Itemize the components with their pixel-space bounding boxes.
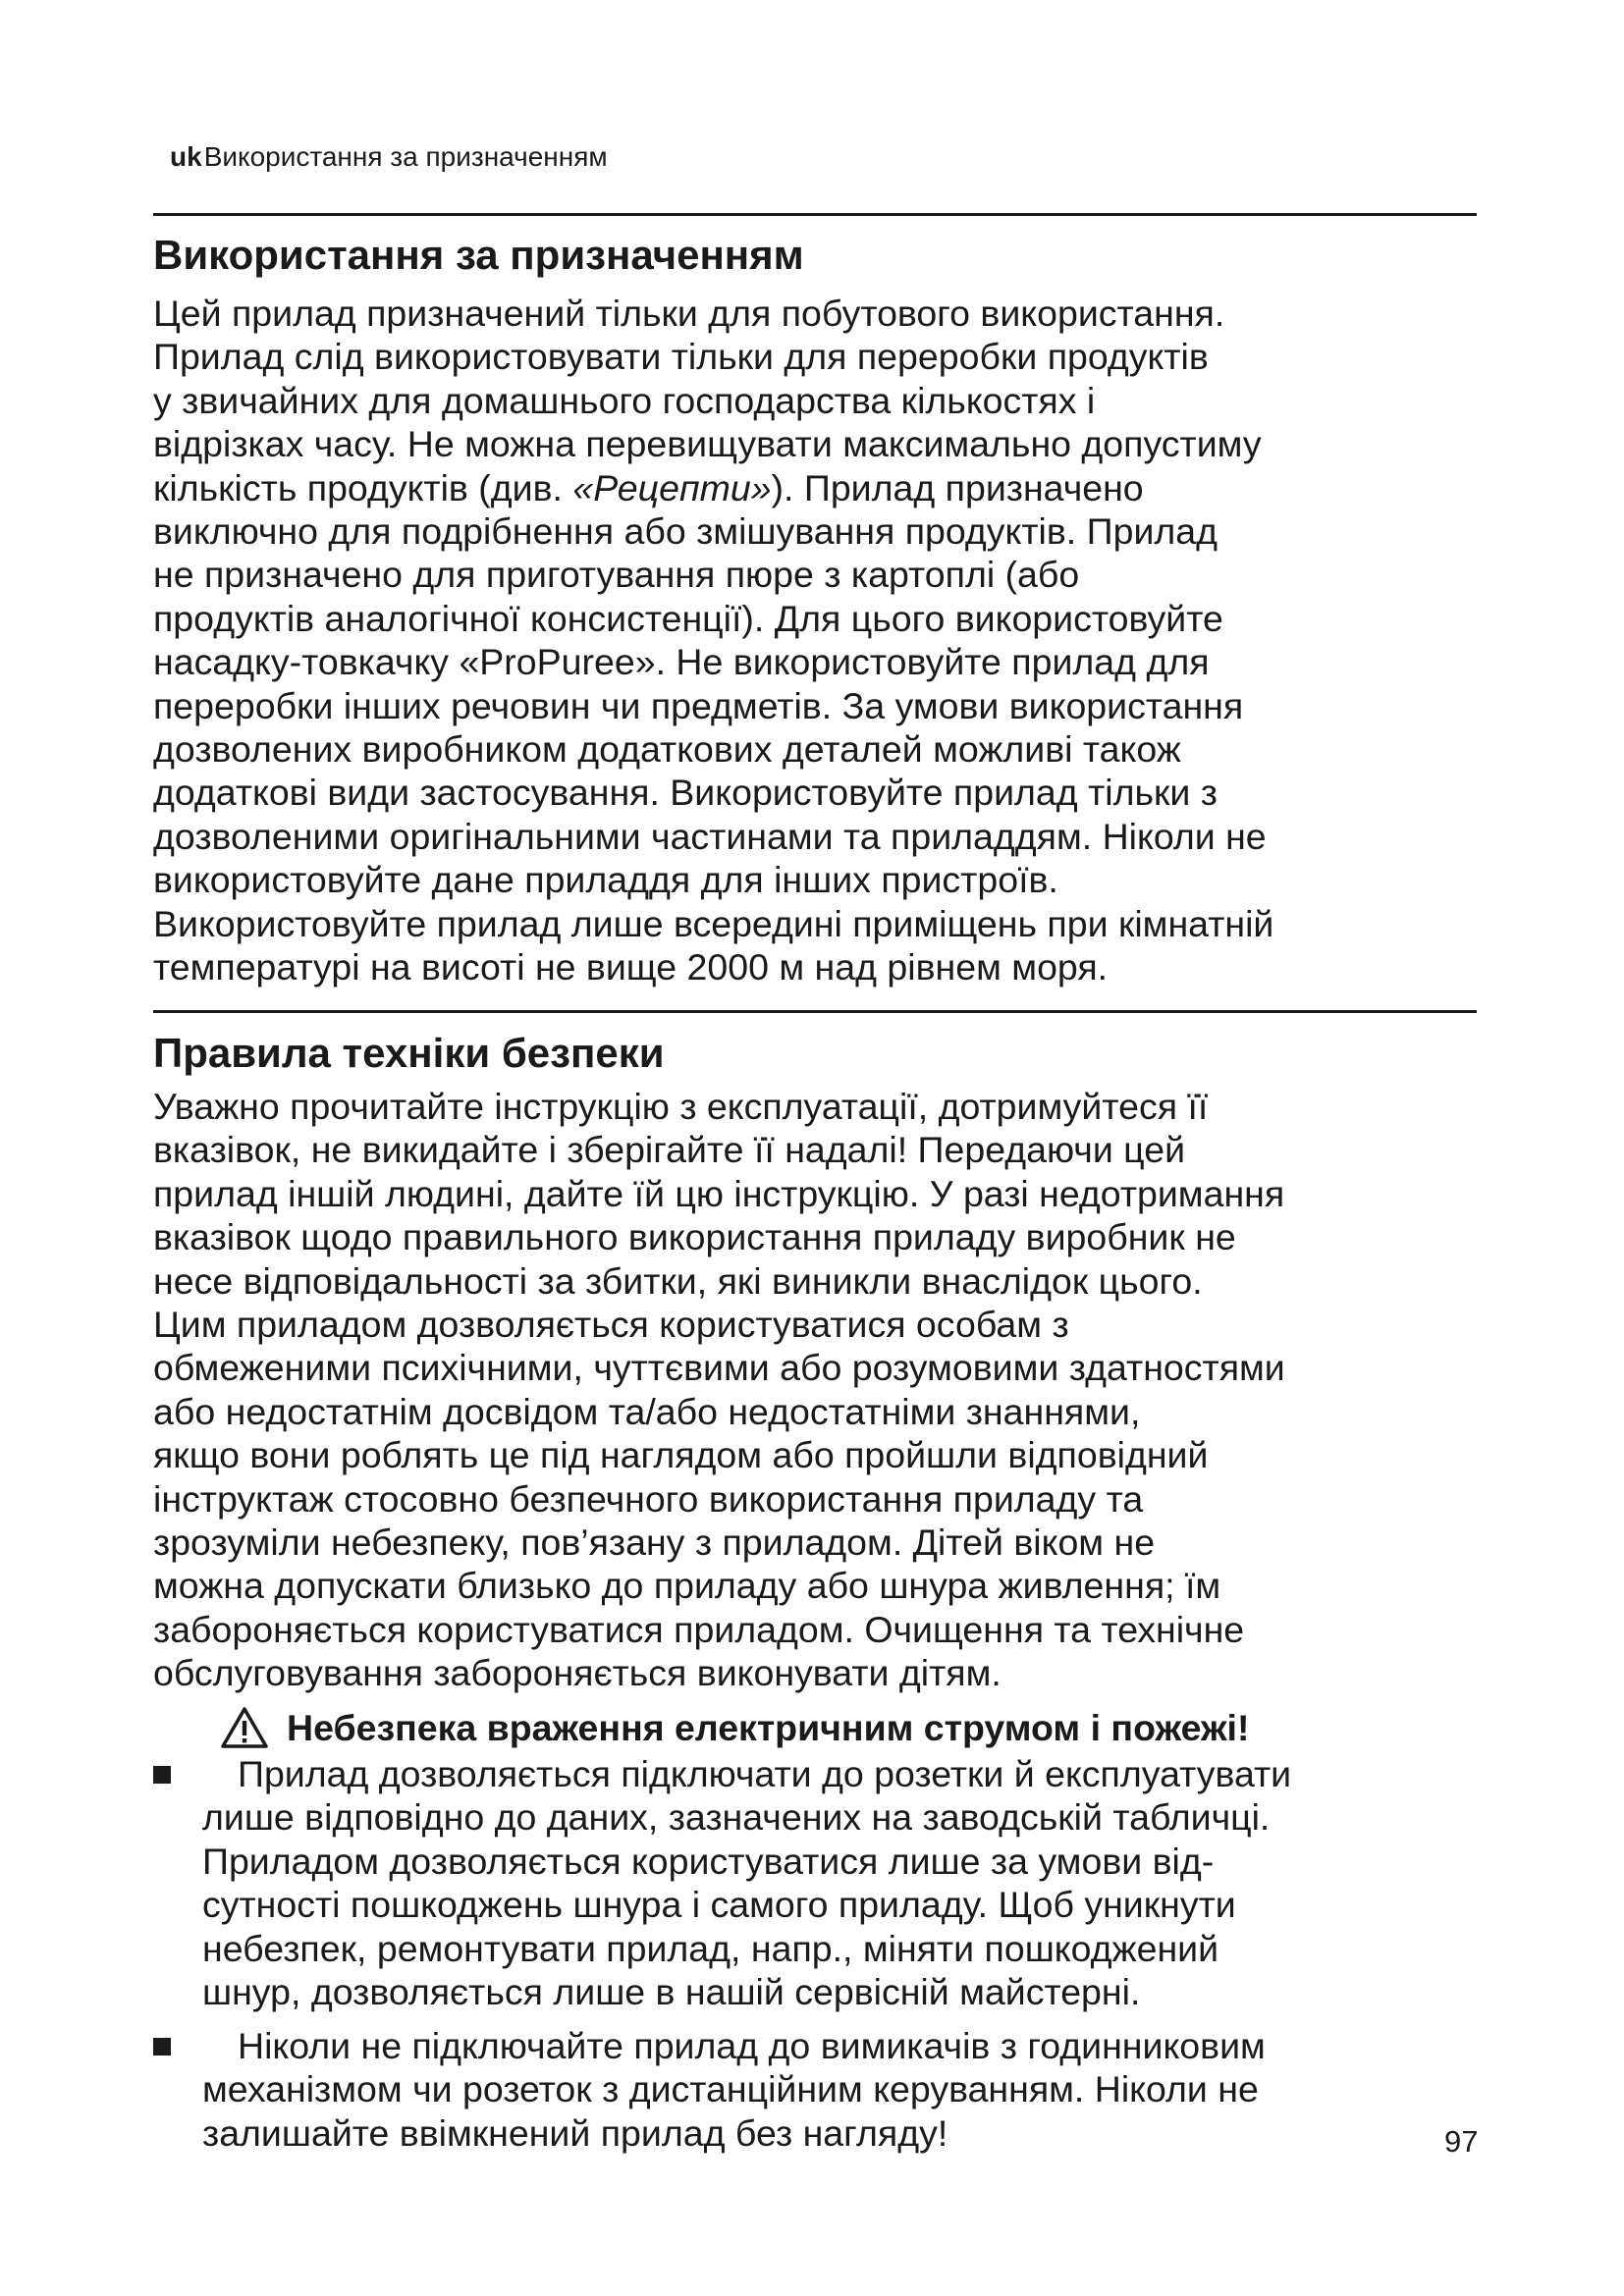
running-header: [170, 140, 608, 174]
text-line-with-reference: [153, 466, 1489, 509]
text-line: Уважно прочитайте інструкцію з експлуатації, дотримуйтеся її: [153, 1086, 1209, 1127]
section-divider-2: [153, 1010, 1477, 1013]
text-line: механізмом чи розеток з дистанційним керуванням. Ніколи не: [202, 2068, 1259, 2110]
text-line: Приладом дозволяється користуватися лише за умови від-: [202, 1840, 1215, 1882]
text-line: Цим приладом дозволяється користуватися особам з: [153, 1304, 1069, 1346]
square-bullet-icon: [153, 2038, 171, 2056]
text-line: не призначено для приготування пюре з картоплі (або: [153, 554, 1080, 596]
text-line: продуктів аналогічної консистенції). Для цього використовуйте: [153, 597, 1223, 639]
text-line: дозволеними оригінальними частинами та приладдям. Ніколи не: [153, 815, 1267, 857]
text-line: Прилад дозволяється підключати до розетки й експлуатувати: [238, 1753, 1292, 1794]
bullet-text: [202, 2024, 1266, 2155]
section-title-intended-use: Використання за призначенням: [153, 232, 804, 278]
page-number: 97: [1444, 2124, 1479, 2159]
text-line: відрізках часу. Не можна перевищувати максимально допустиму: [153, 423, 1262, 465]
running-title: Використання за призначенням: [203, 141, 608, 172]
text-fragment: кількість продуктів (див.: [153, 466, 573, 508]
recipes-reference: «Рецепти»: [572, 466, 772, 508]
text-line: Прилад слід використовувати тільки для переробки продуктів: [153, 336, 1209, 378]
text-line: насадку-товкачку «ProPuree». Не використовуйте прилад для: [153, 641, 1210, 683]
text-line: небезпек, ремонтувати прилад, напр., міняти пошкоджений: [202, 1927, 1219, 1969]
text-line: залишайте ввімкнений прилад без нагляду!: [202, 2111, 948, 2154]
text-line: у звичайних для домашнього господарства кількостях і: [153, 379, 1096, 421]
text-line: вказівок щодо правильного використання приладу виробник не: [153, 1216, 1236, 1258]
text-line: Цей прилад призначений тільки для побутового використання.: [153, 293, 1225, 334]
text-line: температурі на висоті не вище 2000 м над рівнем моря.: [153, 946, 1109, 988]
text-line: можна допускати близько до приладу або шнура живлення; їм: [153, 1565, 1221, 1607]
text-line: вказівок, не викидайте і зберігайте її надалі! Передаючи цей: [153, 1129, 1186, 1171]
text-line: шнур, дозволяється лише в нашій сервісній майстерні.: [202, 1971, 1141, 2013]
text-line: використовуйте дане приладдя для інших пристроїв.: [153, 859, 1058, 901]
text-line: переробки інших речовин чи предметів. За умови використання: [153, 684, 1244, 726]
text-line: додаткові види застосування. Використовуйте прилад тільки з: [153, 772, 1218, 814]
electric-shock-warning: [220, 1705, 1249, 1750]
text-line: якщо вони роблять це під наглядом або пройшли відповідний: [153, 1434, 1209, 1476]
text-line: обмеженими психічними, чуттєвими або розумовими здатностями: [153, 1347, 1285, 1389]
text-line: лише відповідно до даних, зазначених на заводській табличці.: [202, 1796, 1271, 1839]
text-line: Використовуйте прилад лише всередині приміщень при кімнатній: [153, 902, 1274, 944]
bullet-text: [202, 1752, 1291, 2013]
square-bullet-icon: [153, 1766, 171, 1784]
warning-triangle-icon: [220, 1706, 269, 1749]
text-line: зрозуміли небезпеку, пов’язану з приладом. Дітей віком не: [153, 1522, 1156, 1564]
safety-paragraph: [153, 1085, 1489, 1695]
text-line: дозволених виробником додаткових деталей можливі також: [153, 728, 1181, 771]
text-line: прилад іншій людині, дайте їй цю інструкцію. У разі недотримання: [153, 1172, 1285, 1214]
text-line: несе відповідальності за збитки, які виникли внаслідок цього.: [153, 1259, 1203, 1302]
text-line: сутності пошкоджень шнура і самого приладу. Щоб уникнути: [202, 1884, 1236, 1926]
text-line: забороняється користуватися приладом. Очищення та технічне: [153, 1608, 1245, 1650]
language-code: uk: [170, 141, 202, 172]
intended-use-paragraph: [153, 292, 1489, 989]
text-line: обслуговування забороняється виконувати дітям.: [153, 1652, 1001, 1694]
section-title-safety-rules: Правила техніки безпеки: [153, 1030, 665, 1076]
text-line: виключно для подрібнення або змішування продуктів. Прилад: [153, 510, 1218, 553]
text-line: або недостатнім досвідом та/або недостатніми знаннями,: [153, 1390, 1141, 1432]
warning-title: Небезпека враження електричним струмом і пожежі!: [287, 1707, 1250, 1748]
section-divider-1: [153, 213, 1477, 216]
text-line: інструктаж стосовно безпечного використання приладу та: [153, 1477, 1144, 1520]
text-fragment: ). Прилад призначено: [771, 466, 1144, 508]
text-line: Ніколи не підключайте прилад до вимикачів з годинниковим: [238, 2025, 1266, 2066]
